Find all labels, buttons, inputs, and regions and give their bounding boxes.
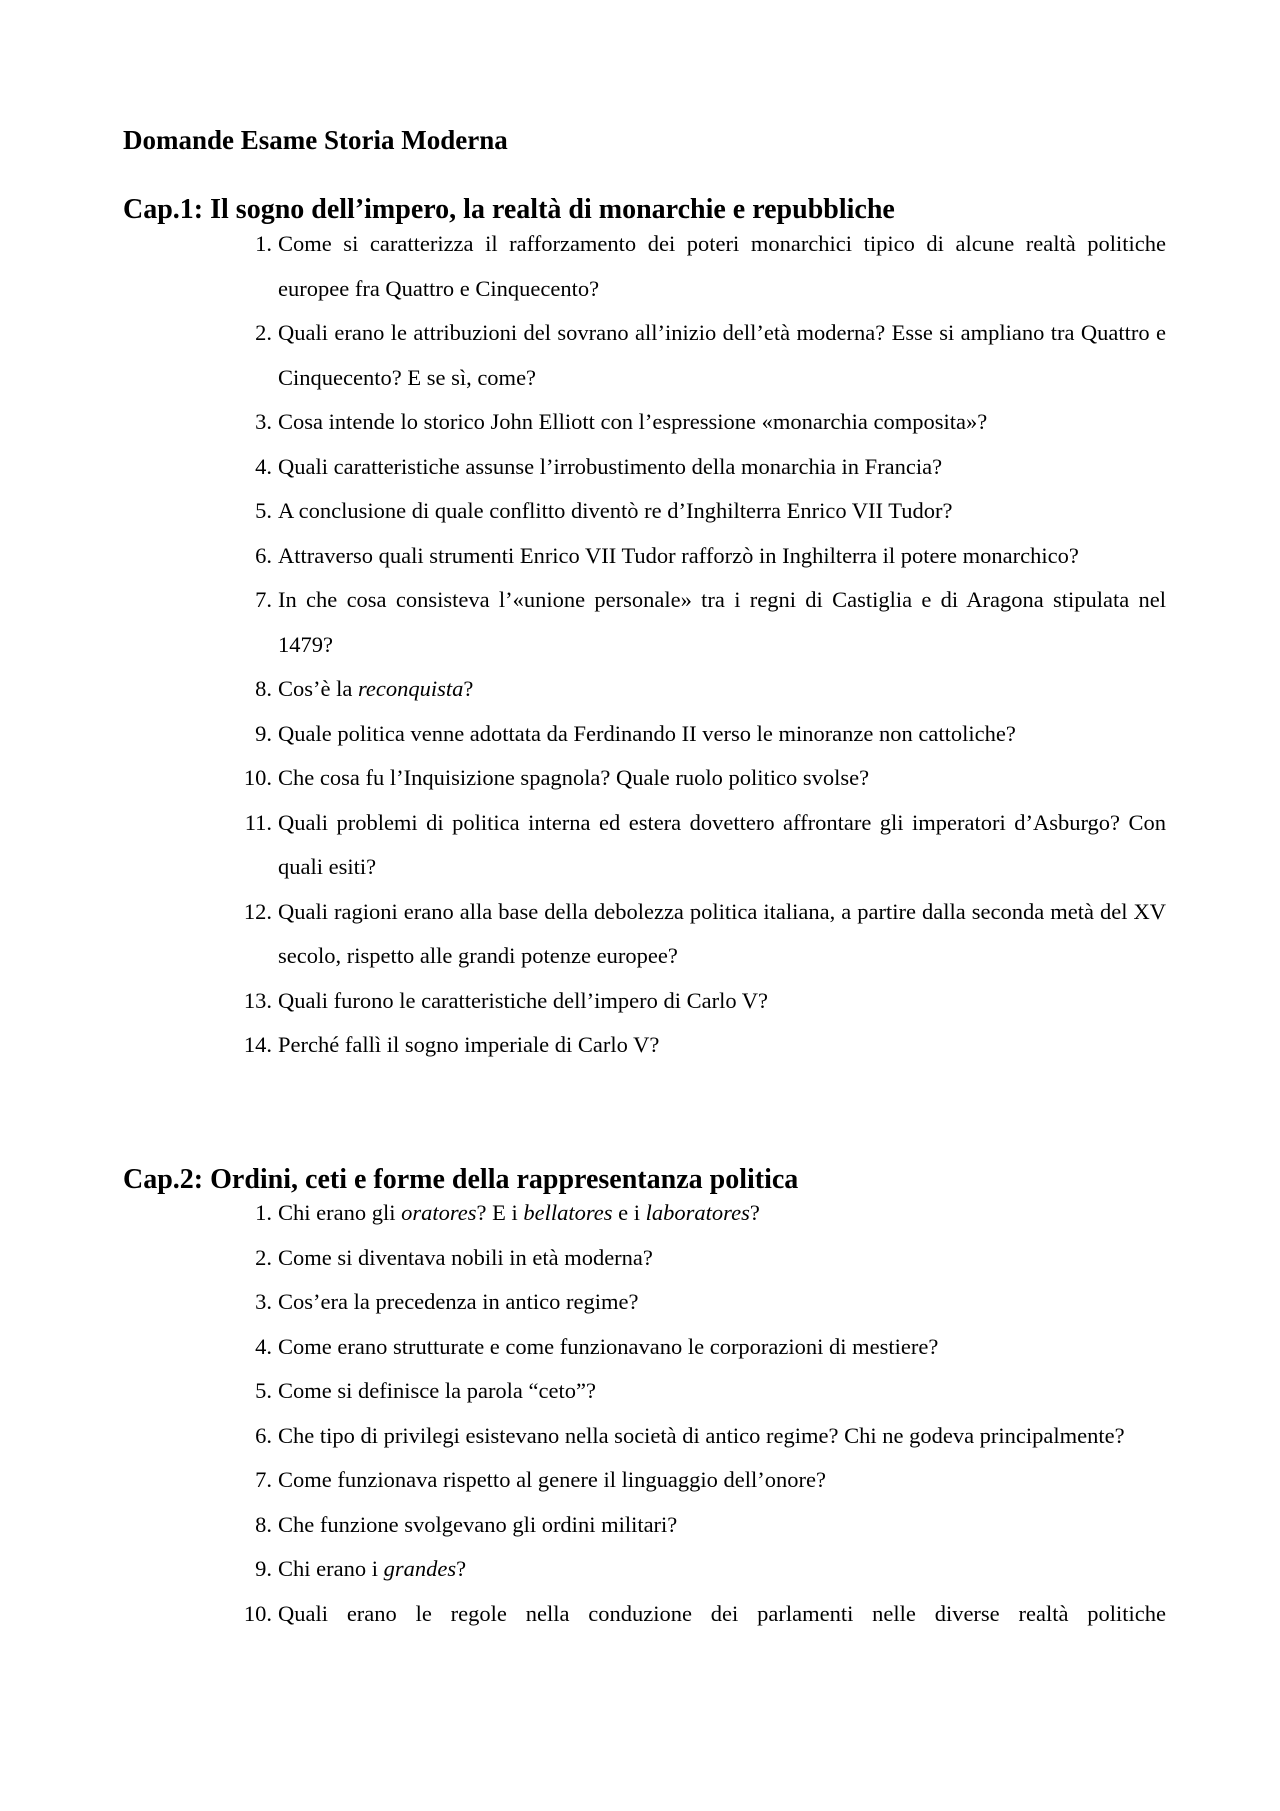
chapter-1-heading: Cap.1: Il sogno dell’impero, la realtà di monarchie e repubbliche: [123, 194, 895, 225]
list-item: [238, 756, 1166, 801]
question-text-part: e i: [612, 1200, 646, 1225]
question-number: 5.: [255, 1378, 272, 1403]
question-text: Quali erano le regole nella conduzione dei parlamenti nelle diverse realtà politiche: [278, 1600, 1166, 1626]
question-text: A conclusione di quale conflitto diventò re d’Inghilterra Enrico VII Tudor?: [278, 498, 953, 523]
list-item: [238, 1547, 1166, 1592]
list-item: [238, 1023, 1166, 1068]
italic-term: bellatores: [523, 1200, 613, 1225]
question-number: 2.: [255, 320, 272, 345]
question-text: Che cosa fu l’Inquisizione spagnola? Quale ruolo politico svolse?: [278, 765, 870, 790]
list-item: [238, 667, 1166, 712]
question-text: Attraverso quali strumenti Enrico VII Tudor rafforzò in Inghilterra il potere monarchico?: [278, 542, 1079, 568]
question-number: 3.: [255, 1289, 272, 1314]
question-text-part: ?: [463, 676, 474, 701]
question-number: 10.: [243, 1600, 272, 1626]
question-number: 11.: [244, 809, 272, 835]
question-number: 2.: [255, 1244, 272, 1270]
chapter-2-heading: Cap.2: Ordini, ceti e forme della rappresentanza politica: [123, 1164, 799, 1195]
question-number: 7.: [255, 587, 272, 612]
list-item: [238, 1325, 1166, 1370]
list-item: [238, 1236, 1166, 1281]
italic-term: reconquista: [357, 676, 464, 701]
list-item: [238, 801, 1166, 890]
list-item: [238, 979, 1166, 1024]
question-number: 1.: [255, 1200, 272, 1225]
question-text: Quali ragioni erano alla base della debolezza politica italiana, a partire dalla seconda metà del XV secolo, rispetto alle grandi potenze europee?: [278, 898, 1166, 968]
question-text-part: Cos’è la: [278, 676, 358, 701]
question-text: Perché fallì il sogno imperiale di Carlo V?: [278, 1032, 660, 1057]
question-text: Quale politica venne adottata da Ferdinando II verso le minoranze non cattoliche?: [278, 720, 1016, 746]
list-item: [238, 1414, 1166, 1459]
question-number: 7.: [255, 1467, 272, 1492]
question-number: 4.: [255, 453, 272, 479]
question-text: Quali furono le caratteristiche dell’impero di Carlo V?: [278, 987, 769, 1013]
italic-term: laboratores: [645, 1200, 750, 1225]
question-text: Che funzione svolgevano gli ordini militari?: [278, 1511, 678, 1537]
list-item: [238, 1458, 1166, 1503]
question-number: 8.: [255, 676, 272, 701]
question-text-part: ? E i: [476, 1200, 524, 1225]
list-item: [238, 1369, 1166, 1414]
list-item: [238, 222, 1166, 311]
list-item: [238, 1280, 1166, 1325]
question-text: Quali erano le attribuzioni del sovrano all’inizio dell’età moderna? Esse si ampliano tra Quattro e Cinquecento? E se sì, come?: [278, 320, 1166, 390]
question-number: 1.: [255, 231, 272, 256]
document-title: Domande Esame Storia Moderna: [123, 125, 508, 155]
question-text-part: ?: [456, 1556, 467, 1581]
question-text: Cos’era la precedenza in antico regime?: [278, 1289, 639, 1314]
question-number: 3.: [255, 409, 272, 434]
question-text: Come si definisce la parola “ceto”?: [278, 1378, 596, 1403]
list-item: [238, 712, 1166, 757]
list-item: [238, 1592, 1166, 1637]
question-number: 9.: [255, 1556, 272, 1581]
question-text: Come si caratterizza il rafforzamento dei poteri monarchici tipico di alcune realtà politiche europee fra Quattro e Cinquecento?: [278, 231, 1166, 301]
list-item: [238, 578, 1166, 667]
question-number: 8.: [255, 1511, 272, 1537]
list-item: [238, 534, 1166, 579]
question-number: 6.: [255, 1422, 272, 1448]
list-item: [238, 311, 1166, 400]
italic-term: grandes: [383, 1556, 457, 1581]
question-text: Che tipo di privilegi esistevano nella società di antico regime? Chi ne godeva principalmente?: [278, 1422, 1125, 1448]
question-number: 10.: [243, 765, 272, 790]
question-number: 13.: [243, 987, 272, 1013]
list-item: [238, 489, 1166, 534]
list-item: [238, 1191, 1166, 1236]
question-number: 6.: [255, 542, 272, 568]
list-item: [238, 400, 1166, 445]
question-text: Quali caratteristiche assunse l’irrobustimento della monarchia in Francia?: [278, 453, 943, 479]
question-text: [278, 1191, 1166, 1236]
list-item: [238, 890, 1166, 979]
question-number: 9.: [255, 720, 272, 746]
question-text-part: Chi erano i: [278, 1556, 384, 1581]
question-text: Come si diventava nobili in età moderna?: [278, 1244, 653, 1270]
question-text-part: ?: [749, 1200, 760, 1225]
question-text: Cosa intende lo storico John Elliott con l’espressione «monarchia composita»?: [278, 409, 988, 434]
chapter-2-question-list: [238, 1191, 1166, 1636]
italic-term: oratores: [401, 1200, 477, 1225]
list-item: [238, 1503, 1166, 1548]
question-text-part: Chi erano gli: [278, 1200, 402, 1225]
question-text: [278, 1547, 1166, 1592]
question-text: In che cosa consisteva l’«unione personale» tra i regni di Castiglia e di Aragona stipulata nel 1479?: [278, 587, 1166, 657]
list-item: [238, 445, 1166, 490]
question-number: 4.: [255, 1333, 272, 1359]
question-text: Come erano strutturate e come funzionavano le corporazioni di mestiere?: [278, 1333, 939, 1359]
question-text: [278, 667, 1166, 712]
chapter-1-question-list: [238, 222, 1166, 1068]
question-number: 14.: [243, 1032, 272, 1057]
question-number: 12.: [243, 898, 272, 924]
question-number: 5.: [255, 498, 272, 523]
question-text: Come funzionava rispetto al genere il linguaggio dell’onore?: [278, 1467, 826, 1492]
question-text: Quali problemi di politica interna ed estera dovettero affrontare gli imperatori d’Asburgo? Con quali esiti?: [278, 809, 1166, 879]
